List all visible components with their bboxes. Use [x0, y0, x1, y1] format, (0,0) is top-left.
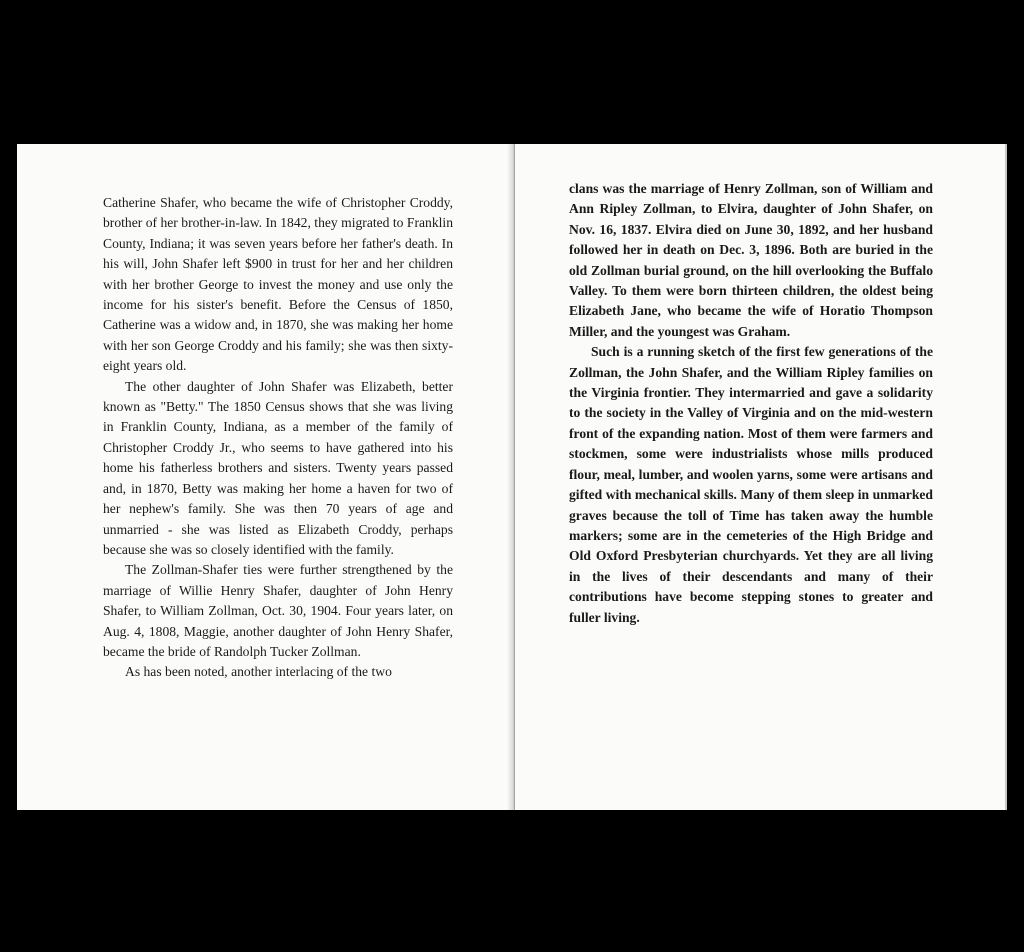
paragraph: As has been noted, another interlacing of the two: [125, 664, 392, 680]
paragraph: The other daughter of John Shafer was Elizabeth, better known as "Betty." The 1850 Census shows that she was living in Franklin County, Indiana, as a member of the family of Christopher Croddy Jr., who seems to have gathered into his home his fatherless brothers and sisters. Twenty years passed and, in 1870, Betty was making her home a haven for two of her nephew's family. She was then 70 years of age and unmarried - she was listed as Elizabeth Croddy, perhaps because she was so closely identified with the family.: [103, 378, 453, 557]
paragraph: Catherine Shafer, who became the wife of Christopher Croddy, brother of her brother-in-law. In 1842, they migrated to Franklin County, Indiana; it was seven years before her father's death. In his will, John Shafer left $900 in trust for her and her children with her brother George to invest the money and use only the income for his sister's benefit. Before the Census of 1850, Catherine was a widow and, in 1870, she was making her home with her son George Croddy and his family; she was then sixty-eight years old.: [103, 195, 453, 374]
page-edge: [1005, 144, 1007, 810]
paragraph: The Zollman-Shafer ties were further strengthened by the marriage of Willie Henry Shafer, daughter of John Henry Shafer, to William Zollman, Oct. 30, 1904. Four years later, on Aug. 4, 1808, Maggie, another daughter of John Henry Shafer, became the bride of Randolph Tucker Zollman.: [103, 562, 453, 659]
left-page: [17, 144, 513, 810]
left-page-text: [103, 193, 453, 683]
right-page-text: [569, 179, 933, 628]
right-page: [515, 144, 1007, 810]
open-book: [17, 144, 1007, 810]
paragraph: clans was the marriage of Henry Zollman, son of William and Ann Ripley Zollman, to Elvira, daughter of John Shafer, on Nov. 16, 1837. Elvira died on June 30, 1892, and her husband followed her in death on Dec. 3, 1896. Both are buried in the old Zollman burial ground, on the hill overlooking the Buffalo Valley. To them were born thirteen children, the oldest being Elizabeth Jane, who became the wife of Horatio Thompson Miller, and the youngest was Graham.: [569, 181, 933, 339]
paragraph: Such is a running sketch of the first few generations of the Zollman, the John Shafer, and the William Ripley families on the Virginia frontier. They intermarried and gave a solidarity to the society in the Valley of Virginia and on the mid-western front of the expanding nation. Most of them were farmers and stockmen, some were industrialists whose mills produced flour, meal, lumber, and woolen yarns, some were artisans and gifted with mechanical skills. Many of them sleep in unmarked graves because the toll of Time has taken away the humble markers; some are in the cemeteries of the High Bridge and Old Oxford Presbyterian churchyards. Yet they are all living in the lives of their descendants and many of their contributions have become stepping stones to greater and fuller living.: [569, 344, 933, 625]
